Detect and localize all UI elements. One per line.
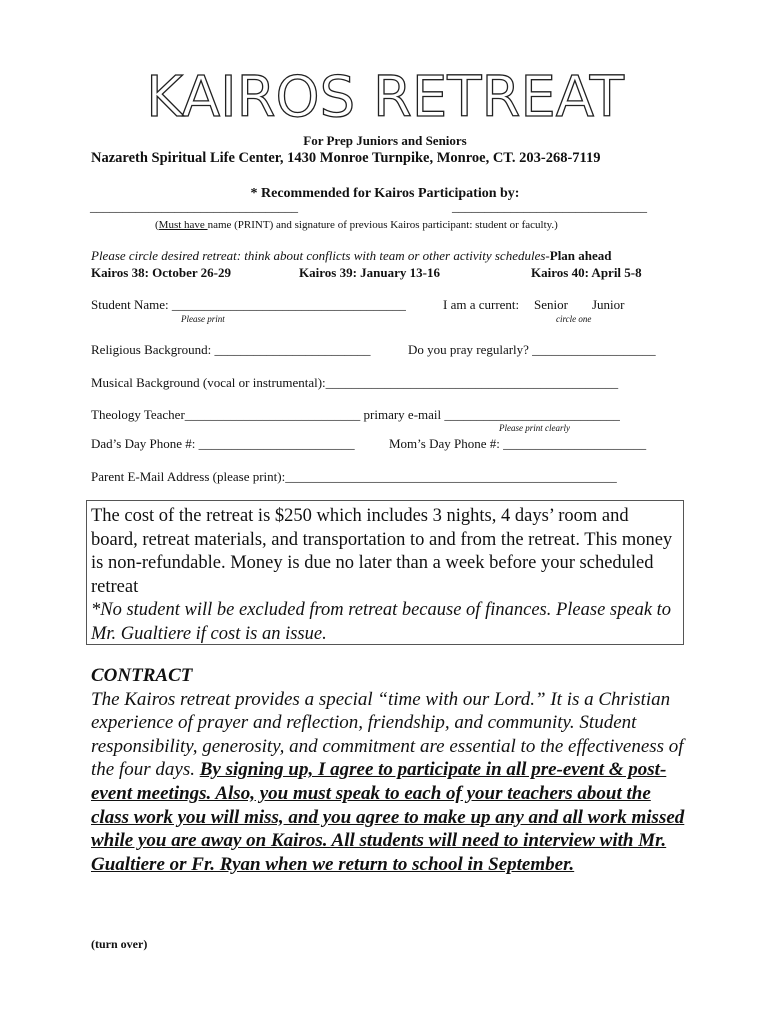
- cost-text: The cost of the retreat is $250 which includes 3 nights, 4 days’ room and board, retreat materials, and transportation to and from the retreat. This money is non-refundable. Money is due no later than a week before your scheduled retreat: [91, 506, 673, 597]
- contract-heading: CONTRACT: [91, 665, 193, 686]
- student-name-field[interactable]: Student Name: ____________________________________: [91, 297, 406, 312]
- contract-section: [91, 664, 691, 876]
- print-clearly-hint: Please print clearly: [499, 423, 570, 433]
- musical-background-field[interactable]: Musical Background (vocal or instrumental):_____________________________________________: [91, 375, 619, 390]
- pray-regularly-field[interactable]: Do you pray regularly? ___________________: [408, 342, 656, 357]
- retreat-instruction: Please circle desired retreat: think about conflicts with team or other activity schedules-Plan ahead: [91, 248, 612, 263]
- page-title: [146, 64, 624, 130]
- mom-phone-field[interactable]: Mom’s Day Phone #: ______________________: [389, 436, 647, 451]
- retreat-option-39[interactable]: Kairos 39: January 13-16: [299, 265, 440, 280]
- theology-email-field[interactable]: Theology Teacher___________________________ primary e-mail ___________________________: [91, 407, 620, 422]
- contract-body: The Kairos retreat provides a special “time with our Lord.” It is a Christian experience of prayer and reflection, friendship, and community. Student responsibility, generosity, and commitment are essential to the effectiveness of the four days. By signing up, I agree to participate in all pre-event & post-event meetings. Also, you must speak to each of your teachers about the class work you will miss, and you agree to make up any and all work missed while you are away on Kairos. All students will need to interview with Mr. Gualtiere or Fr. Ryan when we return to school in September.: [91, 688, 685, 875]
- parent-email-field[interactable]: Parent E-Mail Address (please print):___________________________________________________: [91, 469, 617, 484]
- current-grade-label: I am a current:: [443, 297, 520, 312]
- page-title-text: KAIROS RETREAT: [146, 65, 624, 130]
- recommender-name-blank[interactable]: ______________________________: [452, 199, 647, 214]
- grade-option-senior[interactable]: Senior: [534, 297, 568, 312]
- retreat-option-40[interactable]: Kairos 40: April 5-8: [531, 265, 642, 280]
- location-line: Nazareth Spiritual Life Center, 1430 Monroe Turnpike, Monroe, CT. 203-268-7119: [91, 150, 601, 166]
- turn-over-note: (turn over): [91, 937, 148, 951]
- retreat-option-38[interactable]: Kairos 38: October 26-29: [91, 265, 231, 280]
- finance-note: *No student will be excluded from retreat because of finances. Please speak to Mr. Gualtiere if cost is an issue.: [91, 600, 672, 644]
- subtitle: For Prep Juniors and Seniors: [303, 133, 467, 148]
- recommender-signature-blank[interactable]: ________________________________: [90, 199, 298, 214]
- please-print-hint: Please print: [181, 314, 225, 324]
- grade-option-junior[interactable]: Junior: [592, 297, 625, 312]
- contract-agreement: By signing up, I agree to participate in all pre-event & post-event meetings. Also, you must speak to each of your teachers about the class work you will miss, and you agree to make up any and all work missed while you are away on Kairos. All students will need to interview with Mr. Gualtiere or Fr. Ryan when we return to school in September.: [91, 759, 685, 875]
- recommendation-note: (Must have name (PRINT) and signature of previous Kairos participant: student or faculty.): [155, 219, 558, 231]
- cost-box: [86, 500, 684, 645]
- dad-phone-field[interactable]: Dad’s Day Phone #: ________________________: [91, 436, 355, 451]
- recommendation-heading: * Recommended for Kairos Participation by:: [250, 186, 520, 201]
- religious-background-field[interactable]: Religious Background: ________________________: [91, 342, 371, 357]
- circle-one-hint: circle one: [556, 314, 592, 324]
